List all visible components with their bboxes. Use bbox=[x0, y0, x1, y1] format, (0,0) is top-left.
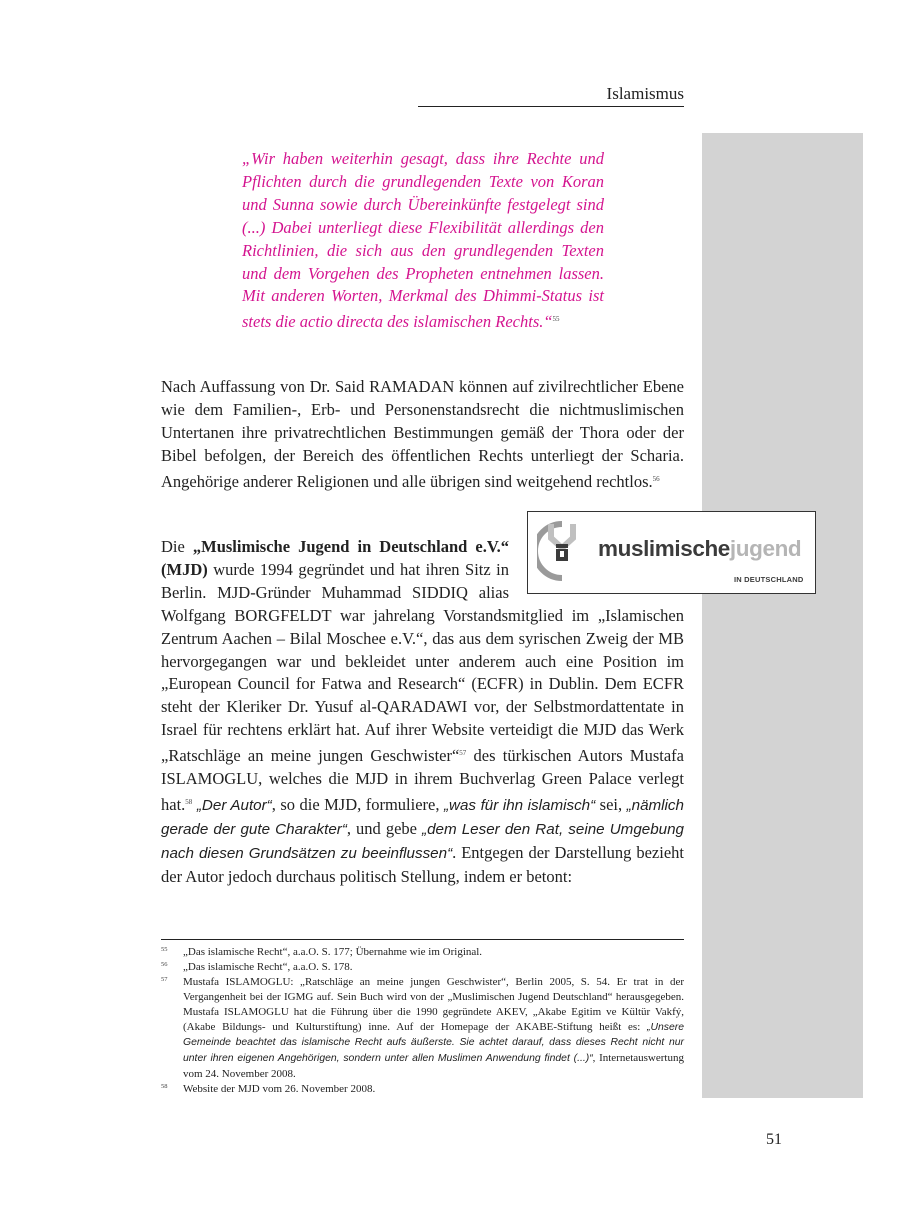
footnote-55: 55 „Das islamische Recht“, a.a.O. S. 177; Übernahme wie im Original. bbox=[161, 946, 483, 958]
block-quote bbox=[242, 148, 604, 334]
paragraph-text: Nach Auffassung von Dr. Said RAMADAN können auf zivilrechtlicher Ebene wie dem Familien-, Erb- und Personenstandsrecht die nichtmuslimischen Untertanen ihre privatrechtlichen Bestimmungen gemäß der Thora oder der Bibel befolgen, der Bereich des öffentlichen Rechts unterliegt der Scharia. Angehörige anderer Religionen und alle übrigen sind weitgehend rechtlos. bbox=[161, 377, 684, 491]
page-number: 51 bbox=[766, 1131, 782, 1148]
margin-sidebar bbox=[702, 133, 863, 1098]
running-header: Islamismus bbox=[606, 84, 684, 103]
footnote-ref-58: 58 bbox=[185, 797, 193, 806]
footnote-rule bbox=[161, 939, 684, 940]
mjd-logo bbox=[527, 511, 816, 594]
footnote-57: 57 Mustafa ISLAMOGLU: „Ratschläge an meine jungen Geschwister“, Berlin 2005, S. 54. Er trat in der Vergangenheit bei der IGMG auf. Sein Buch wird von der „Muslimischen Jugend Deutschland“ herausgegeben. Mustafa ISLAMOGLU hat die Führung über die 1990 gegründete AKEV, „Akabe Egitim ve Kültür Vakfý, (Akabe Bildungs- und Kulturstiftung) inne. Auf der Homepage der AKABE-Stiftung heißt es: „Unsere Gemeinde beachtet das islamische Recht aufs äußerste. Sie achtet darauf, dass dieses Recht nicht nur unter ihren eigenen Angehörigen, sondern unter allen Muslimen Anwendung findet (...)“, Internetauswertung vom 24. November 2008. bbox=[161, 975, 684, 1081]
mjd-emblem-icon bbox=[537, 520, 587, 582]
paragraph-ramadan bbox=[161, 376, 684, 494]
org-name: „Muslimische Jugend in Deutschland e.V.“ (MJD) bbox=[161, 537, 509, 579]
footnote-ref-57: 57 bbox=[459, 749, 467, 758]
footnote-58: 58 Website der MJD vom 26. November 2008. bbox=[161, 1083, 376, 1096]
footnotes bbox=[161, 945, 684, 1097]
logo-wordmark: muslimischejugend bbox=[598, 536, 802, 561]
logo-subtitle: IN DEUTSCHLAND bbox=[734, 575, 804, 584]
block-quote-text: „Wir haben weiterhin gesagt, dass ihre Rechte und Pflichten durch die grundlegenden Texte von Koran und Sunna sowie durch Übereinkünfte festgelegt sind (...) Dabei unterliegt diese Flexibilität allerdings den Richtlinien, die sich aus den grundlegenden Texten und dem Vorgehen des Propheten entnehmen lassen. Mit anderen Worten, Merkmal des Dhimmi-Status ist stets die actio directa des islamischen Rechts.“ bbox=[242, 149, 604, 332]
footnote-ref-55: 55 bbox=[552, 315, 560, 324]
paragraph-mjd: muslimischejugend IN DEUTSCHLAND Die „Muslimische Jugend in Deutschland e.V.“ (MJD) wurde 1994 gegründet und hat ihren Sitz in Berlin. MJD-Gründer Muhammad SIDDIQ alias Wolfgang BORGFELDT war jahrelang Vorstandsmitglied im „Islamischen Zentrum Aachen – Bilal Moschee e.V.“, das aus dem syrischen Zweig der MB hervorgegangen war und bekleidet unter anderem auch eine Position im „European Council for Fatwa and Research“ (ECFR) in Dublin. Dem ECFR steht der Kleriker Dr. Yusuf al-QARADAWI vor, der Selbstmordattentate in Israel für rechtens erklärt hat. Auf ihrer Website verteidigt die MJD das Werk „Ratschläge an meine jungen Geschwister“$^{57}$ des türkischen Autors Mustafa ISLAMOGLU, welches die MJD in ihrem Buchverlag Green Palace verlegt hat.$^{58}$ „Der Autor“, so die MJD, formuliere, „was für ihn islamisch“ sei, „nämlich gerade der gute Charakter“, und gebe „dem Leser den Rat, seine Umgebung nach diesen Grundsätzen zu beeinflussen“. Entgegen der Darstellung bezieht der Autor jedoch durchaus politisch Stellung, indem er betont: bbox=[161, 536, 684, 889]
header-rule bbox=[418, 106, 684, 107]
footnote-56: 56 „Das islamische Recht“, a.a.O. S. 178. bbox=[161, 960, 353, 973]
footnote-ref-56: 56 bbox=[652, 474, 660, 483]
